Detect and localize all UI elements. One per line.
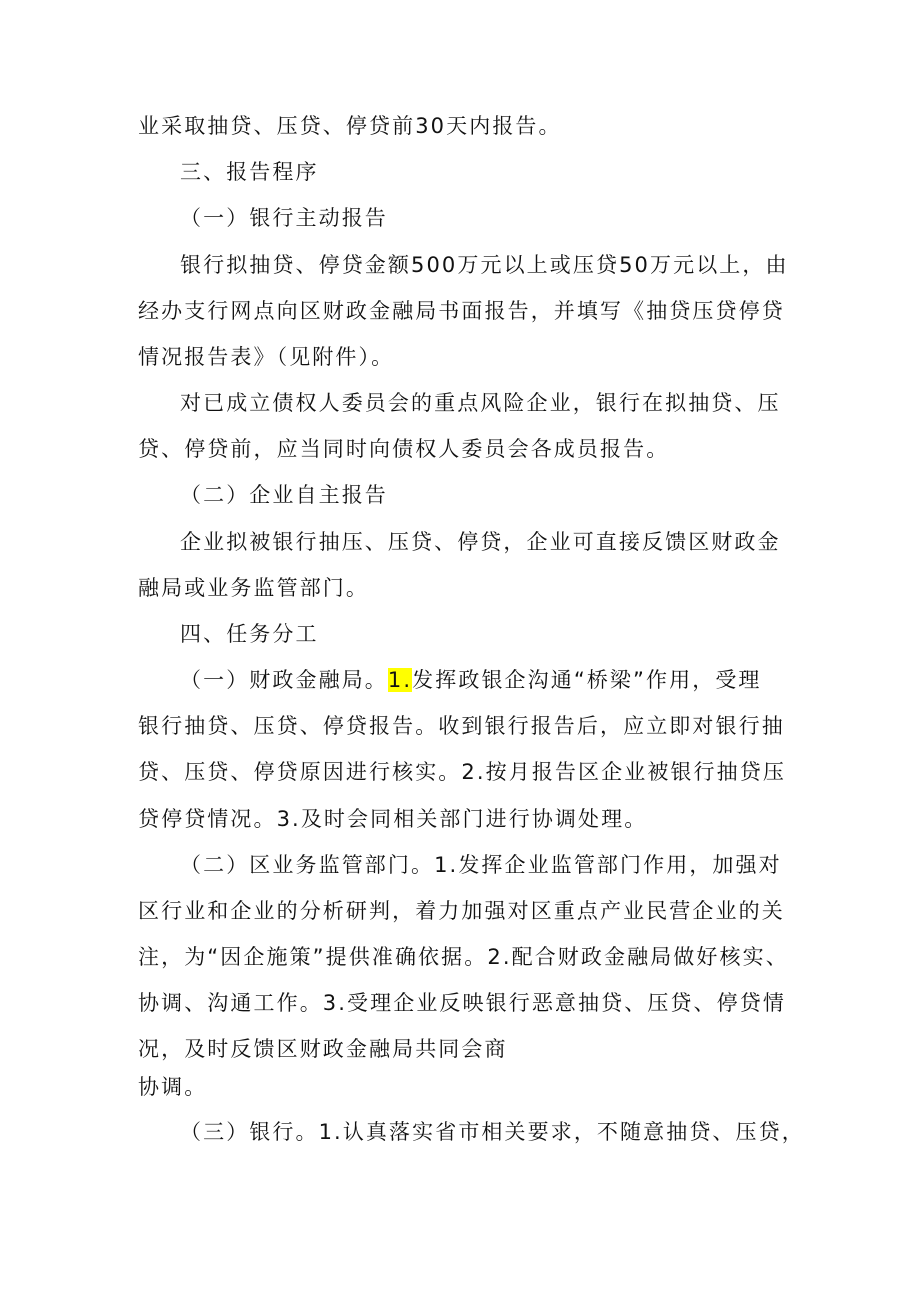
section-heading: 三、报告程序	[180, 160, 319, 184]
text-segment: 发挥政银企沟通“桥梁”作用，受理	[412, 668, 762, 692]
section-heading: 四、任务分工	[180, 622, 319, 646]
text-line: 注，为“因企施策”提供准确依据。2.配合财政金融局做好核实、	[138, 945, 789, 969]
text-line: 贷停贷情况。3.及时会同相关部门进行协调处理。	[138, 807, 648, 831]
text-line: 企业拟被银行抽压、压贷、停贷，企业可直接反馈区财政金	[180, 530, 781, 554]
text-line: （二）区业务监管部门。1.发挥企业监管部门作用，加强对	[180, 853, 782, 877]
text-line: 贷、停贷前，应当同时向债权人委员会各成员报告。	[138, 437, 670, 461]
text-line: 协调。	[138, 1075, 208, 1099]
text-line: 银行拟抽贷、停贷金额500万元以上或压贷50万元以上，由	[180, 253, 789, 277]
text-line: 况，及时反馈区财政金融局共同会商	[138, 1037, 508, 1061]
text-line-with-highlight	[180, 665, 762, 695]
text-line: 融局或业务监管部门。	[138, 576, 369, 600]
text-line: 银行抽贷、压贷、停贷报告。收到银行报告后，应立即对银行抽	[138, 714, 785, 738]
text-line: 贷、压贷、停贷原因进行核实。2.按月报告区企业被银行抽贷压	[138, 760, 786, 784]
text-line: （三）银行。1.认真落实省市相关要求，不随意抽贷、压贷，	[180, 1120, 805, 1144]
text-line: 对已成立债权人委员会的重点风险企业，银行在拟抽贷、压	[180, 391, 781, 415]
text-line: 区行业和企业的分析研判，着力加强对区重点产业民营企业的关	[138, 899, 785, 923]
text-line: 经办支行网点向区财政金融局书面报告，并填写《抽贷压贷停贷	[138, 299, 785, 323]
text-line: 业采取抽贷、压贷、停贷前30天内报告。	[138, 114, 562, 138]
subsection-heading: （二）企业自主报告	[180, 483, 388, 507]
subsection-heading: （一）银行主动报告	[180, 206, 388, 230]
highlighted-text: 1.	[387, 668, 413, 692]
text-line: 协调、沟通工作。3.受理企业反映银行恶意抽贷、压贷、停贷情	[138, 991, 786, 1015]
text-segment: （一）财政金融局。	[180, 668, 388, 692]
text-line: 情况报告表》（见附件）。	[138, 345, 395, 369]
